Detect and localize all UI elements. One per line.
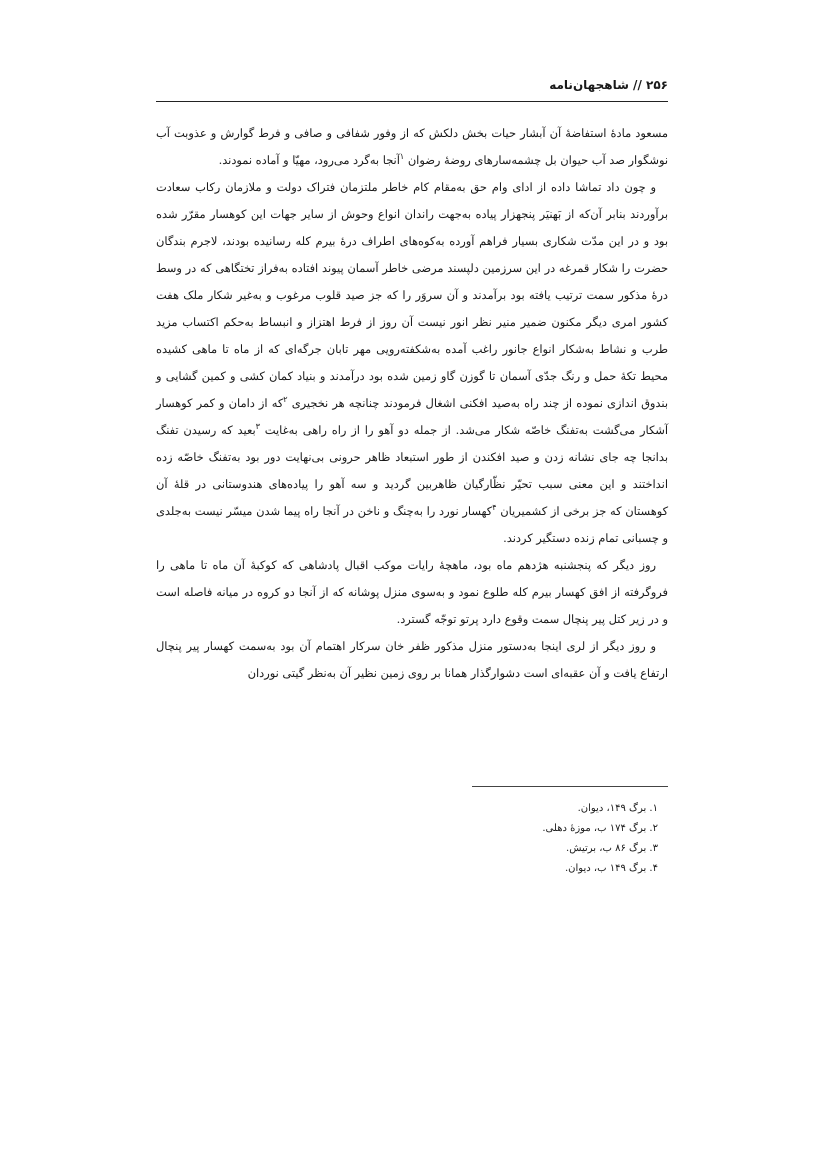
paragraph-1-tail: آنجا به‌گرد می‌رود، مهیّا و آماده نمودند. <box>218 153 400 167</box>
paragraph-3: روز دیگر که پنجشنبه هژدهم ماه بود، ماهچهٔ رایات موکب اقبال پادشاهی که کوکبهٔ آن ماه تا ماهی را فروگرفته از افق کهسار بیرم کله طلوع نمود و به‌سوی منزل پوشانه که از آنجا دو کروه در میانه فاصله است و در زیر کتل پیر پنچال سمت وقوع دارد پرتو توجّه گسترد. <box>156 558 668 626</box>
footnote-4: ۴. برگ ۱۴۹ ب، دیوان. <box>565 863 658 874</box>
paragraph-1 <box>156 120 668 174</box>
footnote-ref-4: ۴ <box>492 503 497 513</box>
header-rule <box>156 101 668 102</box>
footnote-ref-2: ۲ <box>283 395 288 405</box>
footnote-2: ۲. برگ ۱۷۴ ب، موزهٔ دهلی. <box>542 823 658 834</box>
paragraph-2-end: کهسار نورد را به‌چنگ و ناخن در آنجا راه پیما شدن میسّر نیست به‌جلدی و چسبانی تمام زنده دستگیر کردند. <box>156 504 668 545</box>
footnote-ref-3: ۳ <box>255 422 260 432</box>
footnote-rule <box>472 786 668 787</box>
paragraph-2 <box>156 174 668 552</box>
paragraph-2-tail: بعید که رسیدن تفنگ بدانجا چه جای نشانه زدن و صید افکندن از طور استبعاد ظاهر حرونی بی‌نهایت دور بود به‌تفنگ خاصّه زده انداختند و این معنی سبب تحیّر نظّارگیان ظاهربین گردید و سه آهو را پیاده‌های هندوستانی در قلهٔ آن کوهستان که جز برخی از کشمیریان <box>156 423 669 518</box>
paragraph-1-text: مسعود مادهٔ استفاضهٔ آن آبشار حیات بخش دلکش که از وفور شفافی و صافی و فرط گوارش و عذوبت آب نوشگوار صد آب حیوان بل چشمه‌سارهای روضهٔ رضوان <box>156 126 668 167</box>
footnote-ref-1: ۱ <box>399 152 405 162</box>
footnotes <box>156 799 668 879</box>
main-text <box>156 120 668 687</box>
paragraph-2-text: و چون داد تماشا داده از ادای وام حق به‌مقام کام خاطر ملتزمان فتراک دولت و ملازمان رکاب سعادت برآوردند بنابر آن‌که از بَهنیَر پنجهزار پیاده به‌جهت راندان انواع وحوش از سایر جهات این کوهسار مقرّر شده بود و در این مدّت شکاری بسیار فراهم آورده به‌کوه‌های اطراف درهٔ بیرم کله رسانیده بودند، لاجرم بندگان حضرت را شکار قمرغه در این سرزمین دلپسند مرضی خاطر آسمان پیوند افتاده به‌فراز تختگاهی که در وسط درهٔ مذکور سمت ترتیب یافته بود برآمدند و آن سروَر را که جز صید قلوب مرغوب و به‌غیر شکار ملک هفت کشور امری دیگر مکنون ضمیر منیر نظر انور نیست آن روز از فرط اهتزاز و انبساط به‌حکم اکتساب مزید طرب و نشاط به‌شکار انواع جانور راغب آمده به‌شکفته‌رویی مهر تابان جرگه‌ای که از ماه تا ماهی کشیده محیط تکهٔ حمل و رنگ جدّی آسمان تا گوزن گاو زمین شده بود درآمدند و بنیاد کمان کشی و کمین گشایی و بندوق اندازی نموده از چند راه به‌صید افکنی اشغال فرمودند چنانچه هر نخجیری <box>156 180 668 410</box>
running-head: ۲۵۶ // شاهجهان‌نامه <box>549 78 668 92</box>
footnote-1: ۱. برگ ۱۴۹، دیوان. <box>577 803 658 814</box>
paragraph-2-mid: که از دامان و کمر کوهسار آشکار می‌گشت به‌تفنگ خاصّه شکار می‌شد. از جمله دو آهو را از راه راهی به‌غایت <box>156 396 668 437</box>
footnote-3: ۳. برگ ۸۶ ب، برتیش. <box>566 843 658 854</box>
paragraph-4: و روز دیگر از لری اینجا به‌دستور منزل مذکور ظفر خان سرکار اهتمام آن بود به‌سمت کهسار پیر پنچال ارتفاع یافت و آن عقبه‌ای است دشوارگذار همانا بر روی زمین نظیر آن به‌نظر گیتی نوردان <box>156 639 668 680</box>
